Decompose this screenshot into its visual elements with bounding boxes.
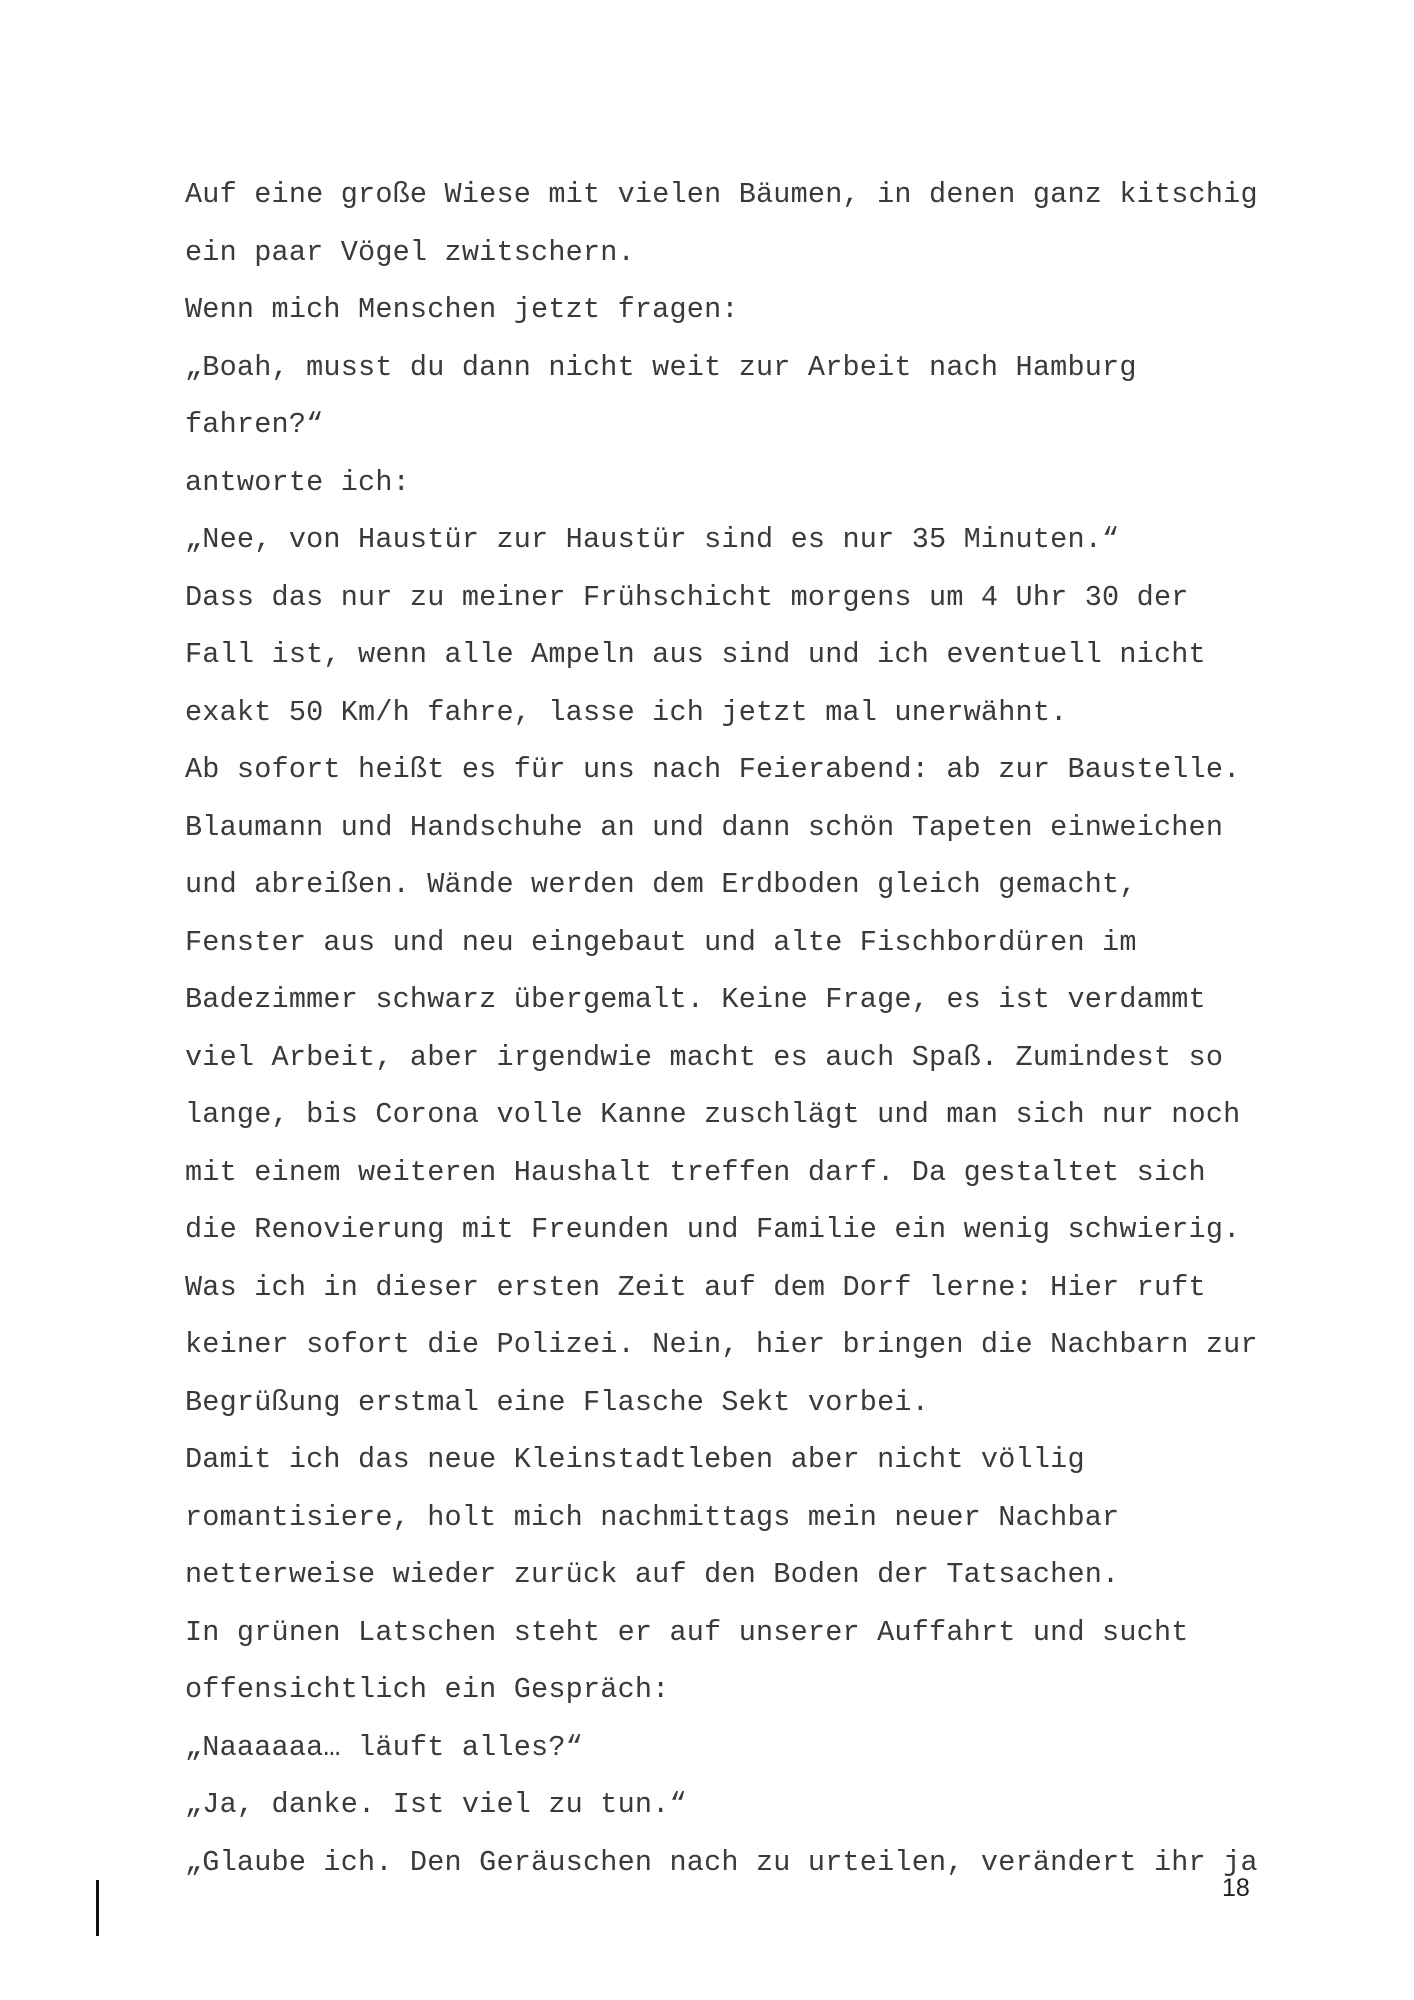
text-line: Was ich in dieser ersten Zeit auf dem Dorf lerne: Hier ruft [185,1270,1206,1304]
text-line: „Ja, danke. Ist viel zu tun.“ [185,1788,687,1821]
text-line: lange, bis Corona volle Kanne zuschlägt und man sich nur noch [185,1098,1241,1131]
text-line: fahren?“ [185,408,324,441]
text-line: „Nee, von Haustür zur Haustür sind es nur 35 Minuten.“ [185,523,1120,556]
text-line: romantisiere, holt mich nachmittags mein neuer Nachbar [185,1500,1120,1534]
text-line: „Boah, musst du dann nicht weit zur Arbeit nach Hamburg [185,350,1137,384]
body-text [185,166,1365,1891]
text-line: Begrüßung erstmal eine Flasche Sekt vorbei. [185,1385,930,1419]
text-line: netterweise wieder zurück auf den Boden der Tatsachen. [185,1558,1120,1591]
text-line: Fenster aus und neu eingebaut und alte Fischbordüren im [185,925,1137,959]
text-line: keiner sofort die Polizei. Nein, hier bringen die Nachbarn zur [185,1328,1258,1361]
margin-bar [96,1880,99,1936]
text-line: Wenn mich Menschen jetzt fragen: [185,293,739,326]
text-line: und abreißen. Wände werden dem Erdboden gleich gemacht, [185,868,1137,901]
text-line: Dass das nur zu meiner Frühschicht morgens um 4 Uhr 30 der [185,580,1189,614]
text-line: „Naaaaaa… läuft alles?“ [185,1730,583,1764]
text-line: exakt 50 Km/h fahre, lasse ich jetzt mal unerwähnt. [185,695,1068,729]
text-line: „Glaube ich. Den Geräuschen nach zu urteilen, verändert ihr ja [185,1845,1258,1879]
page-number: 18 [1222,1874,1250,1902]
text-line: die Renovierung mit Freunden und Familie ein wenig schwierig. [185,1213,1241,1246]
text-line: Damit ich das neue Kleinstadtleben aber nicht völlig [185,1443,1085,1476]
text-line: viel Arbeit, aber irgendwie macht es auch Spaß. Zumindest so [185,1040,1224,1074]
text-line: Badezimmer schwarz übergemalt. Keine Frage, es ist verdammt [185,983,1206,1016]
text-line: antworte ich: [185,465,410,499]
text-line: Auf eine große Wiese mit vielen Bäumen, in denen ganz kitschig [185,178,1258,211]
text-line: offensichtlich ein Gespräch: [185,1673,670,1706]
text-line: In grünen Latschen steht er auf unserer Auffahrt und sucht [185,1615,1189,1649]
text-line: Ab sofort heißt es für uns nach Feierabend: ab zur Baustelle. [185,753,1241,786]
text-line: Fall ist, wenn alle Ampeln aus sind und ich eventuell nicht [185,638,1206,671]
text-line: mit einem weiteren Haushalt treffen darf. Da gestaltet sich [185,1155,1206,1189]
text-line: ein paar Vögel zwitschern. [185,235,635,269]
text-line: Blaumann und Handschuhe an und dann schön Tapeten einweichen [185,810,1224,844]
